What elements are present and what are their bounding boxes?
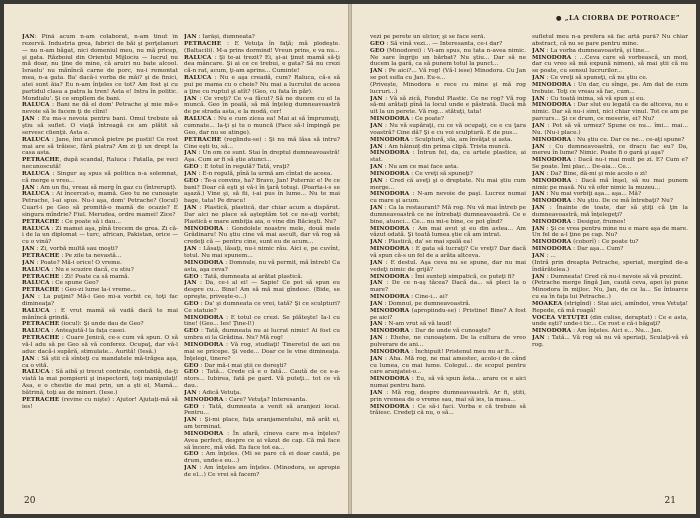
speaker-name: MINODORA (532, 102, 572, 109)
book-spread (4, 4, 696, 514)
speaker-name: RALUCA (22, 136, 50, 143)
dialogue-line: MINODORA : Cine-i... ai? (370, 294, 448, 301)
speaker-name: GEO (184, 177, 199, 184)
speaker-name: MINODORA (370, 328, 410, 335)
dialogue-line: MINODORA : Gondolele noastre mele, două mele Grădinaru! Nu ştiu cine vă mai ascult, dar vă rog să credeţi că — pentru cine, sunt eu de acum... (184, 225, 340, 246)
dialogue-line: MINODORA : Nu ştiu ce. Dar ce ne... ce-aţi spune? (532, 136, 685, 143)
speaker-name: GEO (184, 164, 199, 171)
dialogue-line: JAN : E destul. Aşa ceva nu se spune, dar nu mai vedeţi nimic de grijă? (370, 259, 526, 273)
speaker-name: MINODORA (370, 294, 410, 301)
dialogue-line: MINODORA : N-am nevoie de paşi. Lucrez numai cu mare şi acum. (370, 191, 526, 205)
dialogue-line: MINODORA : E gata să lucraţi? Ce vreţi? Dar dacă vă spun că-s un fel de a arăta altceva. (370, 246, 526, 259)
speaker-name: MINODORA (532, 81, 572, 88)
dialogue-line: GEO : Să vină vezi... — Interesanta, ce-i dar? (370, 40, 503, 47)
dialogue-line: JAN : Înainte de toate, dar să ştiţi că ţin la dumneavoastră, mă înţelegeţi? (532, 205, 688, 218)
dialogue-line: JAN : Ca la restaurant? Mă rog. Nu vă mai întreb pe dumneavoastră ce ne întrebaţi dumneavoastră. Ce e bine, atunci... Ce... nu mi-e bine, ce pot gînd? (370, 205, 526, 225)
speaker-name: JAN (532, 75, 545, 82)
dialogue-line: MINODORA : Desigur, frumos! (532, 218, 626, 225)
speaker-name: JAN (370, 143, 383, 150)
speaker-name: JAN (184, 389, 197, 396)
speaker-name: MINODORA (370, 116, 410, 123)
speaker-name: PETRACHE (22, 396, 60, 403)
dialogue-line: JAN : ... (532, 253, 556, 259)
dialogue-line: MINODORA : Ce să-i faci. Vorba e că trebuie să trăiesc. Credeţi că nu, o să... (370, 403, 526, 417)
dialogue-line: MINODORA : Ce vreţi să spuneţi? (370, 170, 473, 177)
speaker-name: JAN (532, 205, 545, 212)
dialogue-line: JAN : Cu dumneavoastră, ce dracu fac eu? Da, mereu în lume? Nimic. Poate fi o gară şi aşa? (532, 143, 688, 157)
speaker-name: MINODORA (184, 341, 224, 348)
bullet-icon: ● (555, 14, 562, 22)
speaker-name: JAN (532, 225, 545, 232)
dialogue-line: vezi pe perete un ulcior, şi se face seră. (370, 34, 486, 40)
dialogue-line: GEO : Tată, dumneata ai arătat plastică. (184, 273, 303, 280)
dialogue-line: JAN: Pînă acum n-am colaborat, n-am tinut în rezervă. Industria grea, fabrici de băi şi porţelanuri — nu n-am băgat, nici domeniul meu, nu mă pricep, şi gata. Războiul din Orientul Mijlociu — lucrul nu mă doar, nu ţine de mine, că aruiri nu bate alcool. Israelu' nu mănîncă carne de porc, nu-i remontat mea, n-a gata. Ba' dacă-i vorba de măi? şi de finici, atei sunt ăia? Eu n-am înţeles ce tot? Am fost şi cu partidul clasa a patra la tren! Asta e! Intra în politic. Mondialu'. Şi ce smpllem de bani. (22, 34, 178, 102)
speaker-name: JAN (370, 335, 383, 342)
speaker-name: VOCEA VETUŢEI (532, 314, 588, 321)
dialogue-line: (Petrache merge lîngă Jan, caută ceva, apoi își pune Minodora în mijloc. Nu, Jan, de ce la... Se întoarce cu ea în faţa lui Petrache..) (532, 280, 688, 301)
dialogue-line: PETRACHE : Zi! Poate ca să mamă. (22, 273, 130, 280)
speaker-name: RALUCA (184, 75, 212, 82)
dialogue-line: JAN : Am un fiu, vreau să merg în gaz cu (întrerupt). (22, 184, 177, 191)
speaker-name: JAN (370, 68, 383, 75)
left-page-column-1 (22, 34, 178, 496)
dialogue-line: JAN : Plastică, plastică, dar chiar acum a dispărut. Dar aici ne place să aşteptăm tot ce ne-aţi vorbit; Plastică e mare ambiţia aia, o vine din Băcieşti. Nu? (184, 205, 340, 225)
speaker-name: RALUCA (22, 307, 50, 314)
dialogue-line: PETRACHE : Geo-zi lume la-i vreme... (22, 287, 136, 294)
speaker-name: JAN (184, 205, 197, 212)
dialogue-line: RALUCA : Nu e aşa creadă, cum? Raluca, că-s să pui pe mama cu o cheie? Nu mai a lucrului de aceea a ţine cu ruptul şi atît? (Geo, cu fata în păr). (184, 75, 340, 95)
speaker-name: RALUCA (22, 191, 50, 198)
speaker-name: RALUCA (22, 225, 50, 232)
speaker-name: JAN (184, 246, 197, 253)
speaker-name: MINODORA (370, 136, 410, 143)
dialogue-line: JAN : Lăsaţi, lăsaţi, nu-i nimic rău. Aici e, pe cuvînt, totul. Nu mai spunem... (184, 246, 340, 259)
dialogue-line: RALUCA : Nu e cum zicea ea! Mai ai să împrumuţi, cumnate... Ia-ţi și tu o muncă (Face să-l împingă pe Geo, dar nu se atinge). (184, 116, 340, 136)
speaker-name: JAN (532, 170, 545, 177)
speaker-name: JAN (532, 122, 545, 129)
speaker-name: MINODORA (370, 225, 410, 232)
speaker-name: JAN (22, 355, 35, 362)
speaker-name: GEO (184, 451, 199, 458)
speaker-name: JAN (370, 164, 383, 171)
dialogue-line: JAN : Tată... Vă rog să nu vă speriaţi, Sculaţi-vă vă rog. (532, 335, 688, 348)
left-page-column-2 (184, 34, 340, 496)
dialogue-line: JAN : Am înţeles am înţeles. (Minodora, se apropie de el...) Ce vrei să facem? (184, 465, 340, 478)
speaker-name: JAN (532, 253, 545, 259)
speaker-name: MINODORA (532, 246, 572, 253)
dialogue-line: GEO : Tată, dumneata nu ai lucrat nimic! Ai fost cu umbra ei la Grădina. Nu? Mă rog! (184, 328, 340, 342)
dialogue-line: JAN : La puţini? Mă-i Geo mi-a vorbit ce, toţi fac dimineaţa? (22, 294, 178, 307)
speaker-name: GEO (184, 273, 199, 280)
dialogue-line: JAN : Ehehe, ne cunoaştem. De la cultura de vreo pulverare de ani... (370, 335, 526, 348)
dialogue-line: RALUCA : Şi te-ai trezit? Ei, şi-ai ţinut mamă să-ţi dea mâncare. Şi ai ce ce trebui, e gata? Să nu crezi că-n rat, acum, ţi-am aprins... Cuminte! (184, 54, 340, 75)
dialogue-line: RALUCA : Nu e scuzire dacă, cu stiu? (22, 266, 134, 273)
dialogue-line: sufletul meu n-a prefera să fac artă pură? Nu chiar abstract, că nu se pare pentru mine. (532, 34, 688, 47)
dialogue-line: JAN : Mă rog, despre dumneavoastră. Ar fi, ştiti, prin vremea de o vreme sau, mai să ies, la masa... (370, 389, 526, 403)
dialogue-line: JAN : Să știi că sînteţi cu mandatele mă-trăgea aşa, ca o vită. (22, 355, 178, 369)
speaker-name: MOAKEA (532, 300, 563, 307)
speaker-name: JAN (184, 417, 197, 424)
speaker-name: RALUCA (184, 54, 212, 61)
dialogue-line: MINODORA : Dar de unde vă cunoaşte? (370, 328, 491, 335)
speaker-name: MINODORA (532, 218, 572, 225)
speaker-name: JAN (184, 170, 197, 177)
dialogue-line: MINODORA : Dacă mă înşel, să nu mai punem nimic pe masă. Nu vă ofer nimic la muzeu... (532, 177, 688, 191)
dialogue-line: RALUCA : Bani ne dă el dom' Petrache şi mie mă-s nevoie să le facem ţi de cîini! (22, 102, 178, 116)
speaker-name: PETRACHE (22, 218, 60, 225)
dialogue-line: JAN : La vorba dumneavoastră, și tine... (532, 47, 650, 54)
speaker-name: JAN (532, 273, 545, 280)
dialogue-line: MINODORA : Ce poate? (370, 116, 444, 123)
speaker-name: RALUCA (22, 170, 50, 177)
dialogue-line: GEO : Tată, dumneata a venit să aranjezi local. Pentru... (184, 403, 340, 417)
speaker-name: JAN (370, 177, 383, 184)
speaker-name: MINODORA (370, 403, 410, 410)
speaker-name: PETRACHE (22, 273, 60, 280)
dialogue-line: JAN : E-n regulă, pînă la urmă am cîntat de aceea. (184, 170, 333, 177)
dialogue-line: GEO : Am înţeles. (Mi se pare că ei doar caută, pe drum, unde-s eu...) (184, 451, 340, 465)
speaker-name: RALUCA (184, 116, 212, 123)
speaker-name: MINODORA (370, 348, 410, 355)
speaker-name: MINODORA (532, 157, 572, 164)
dialogue-line: JAN : Aha. Mă rog, ne mai amestec, acolo-i de când cu lumea, cu mai lume. Colegul... de scopul pentru care aranjatei-o... (370, 355, 526, 376)
dialogue-line: VOCEA VETUŢEI (din culise, deraptat) : Ce e asta, unde eşti? unde-i tic... Ce rost e că-i băgaţi? (532, 314, 688, 328)
dialogue-line: RALUCA : Jane, îmi aruncă pietre pe pustii! Ce rost mai are să trăiesc, fără piatra? Am zi ţi un drept la casa asta. (22, 136, 178, 157)
dialogue-line: RALUCA : Zi mamei aşa, pînă trecem de grea. Zi că-i de la un diplomat — turc, african, Pakistan, orice — cu o vină? (22, 225, 178, 246)
dialogue-line: JAN : Am hăinuit din prima clipă. Trista muncă. (370, 143, 511, 150)
dialogue-line: JAN : Da, ce-i al ei! — Sapie! Ce pot să spun eu despre cu... Bine! Am să mă mai gîndesc. (Bide, se opreşte, priveşte-o...) (184, 280, 340, 301)
dialogue-line: GEO : Da' şi dumneata ce vrei, tată? Şi ce sculpturi? Ce statuie? (184, 300, 340, 314)
dialogue-line: MINODORA (apropiindu-se) : Pristine! Bine? A fost pe aici? (370, 307, 526, 321)
dialogue-line: PETRACHE : Cuare Jenică, ce-s cum vă spun. O să vă-l adu să pe Geo să vă conferez. Ocupaţ, dar vă-l aduc dacă-i supără, stimulate... Aurită! (Iesă.) (22, 335, 178, 355)
speaker-name: GEO (184, 362, 199, 369)
dialogue-line: GEO : Tată... Crede că e o fată... Caută de ce s-a-ntors... Iubirea, fată pe gard. Vă puteţi... tot ce vă dau.. (184, 369, 340, 390)
left-page (4, 4, 348, 514)
speaker-name: RALUCA (22, 102, 50, 109)
dialogue-line: JAN : De ce n-aş tăcea? Dacă da... să pleci la o mare? (370, 280, 526, 294)
dialogue-line: GEO : Dar mă-i mai ştii ce doreşti? (184, 362, 287, 369)
dialogue-line: PETRACHE, după scandal, Raluca : Fatalla, pe veci necunoscută! (22, 157, 178, 171)
dialogue-line: JAN : Ce vreţi să spuneţi, că nu ştiu ce. (532, 75, 648, 82)
speaker-name: JAN (184, 34, 197, 40)
dialogue-line: RALUCA : Singur aş spus să politica n-a solemnat, că merge o vreo... (22, 170, 178, 184)
speaker-name: GEO (184, 403, 199, 410)
dialogue-line: MINODORA : În afară, cineva care m-a înţeles? Avea perfect, despre ce ai văzut de cap. Că mă face să încerc, mă văd. Ea face tot ea... (184, 430, 340, 451)
dialogue-line: MINODORA : Sculptură, sla, am învăţat și asta. (370, 136, 513, 143)
speaker-name: JAN (184, 95, 197, 102)
dialogue-line: JAN : Poate? Mă-i orice! O vreme. (22, 259, 122, 266)
speaker-name: GEO (184, 369, 199, 376)
speaker-name: JAN (184, 465, 197, 472)
dialogue-line: GEO : Te-a convins, ha? Bravo, Jan! Puternic e! Pe ce bani? Doar că eşti şi vă-i în ţară totuşi. (Poarta-i-s se aşază.) Vine şi, să fii, i-ai pus în lume... Nu te mai bage, tata! Pe dracu! (184, 177, 340, 205)
running-head (556, 14, 680, 22)
speaker-name: MINODORA (532, 54, 572, 61)
dialogue-line: RALUCA : Anteajută-l la fața casei. (22, 328, 126, 335)
speaker-name: PETRACHE (22, 321, 60, 328)
right-page-column-2 (532, 34, 688, 496)
speaker-name: JAN (370, 321, 383, 328)
speaker-name: GEO (184, 328, 199, 335)
speaker-name: MINODORA (532, 239, 572, 246)
dialogue-line: MINODORA : E totul ce crezi. Se plăteşte! Ia-l cu tine! (Geo... Ies! Ţine-l!) (184, 314, 340, 328)
dialogue-line: JAN : Cred că aveţi şi o dreptate. Nu mai ştiu cum merge... (370, 177, 526, 191)
dialogue-line: (Intră prin dreapta Petrache, speriat, mergînd de-a îndărătelea.) (532, 259, 688, 273)
dialogue-line: JAN : Pe aici?... Vă rog! (Vă-l iese) Minodora. Cu Jan se pot sufla cu Jan. Eu-s... (370, 68, 526, 82)
dialogue-line: MINODORA : Nu ştiu. De ce mă întrebaţi? Nu? (532, 198, 673, 205)
dialogue-line: JAN : Nu vă supăraţi, cu ce vă ocupaţi, ce e cu ţara voastră? Cine dă? Şi e cu voi sculptură. E de pus... (370, 122, 526, 136)
dialogue-line: MINODORA : ...Ceva care să vorbească, un mod, dar cu vreo să mă expună nimeni, să mai ştii că nu se poate, cu sensul lucrurilor... (532, 54, 688, 75)
dialogue-line: MINODORA (coborî) : Ce poate tu? (532, 239, 639, 246)
dialogue-line: MINODORA : Dacă nu-i mai mult pe zi. E? Cum e? Se poate. Îmi plac... De-aia... Ce... (532, 157, 688, 171)
right-page (352, 4, 696, 514)
speaker-name: JAN (22, 184, 35, 191)
speaker-name: RALUCA (22, 328, 50, 335)
dialogue-line: JAN : Adică Vetuţa. (184, 389, 242, 396)
speaker-name: JAN (370, 239, 383, 246)
speaker-name: JAN (22, 259, 35, 266)
page-number-right: 21 (664, 496, 676, 506)
dialogue-line: PETRACHE : Ce poate să i dau... (22, 218, 121, 225)
speaker-name: JAN (370, 300, 383, 307)
dialogue-line: MINODORA : Domnule, nu vă permit, mă întreb! Ca asta, aşa ceva? (184, 259, 340, 273)
speaker-name: MINODORA (370, 307, 410, 314)
speaker-name: JAN (370, 259, 383, 266)
speaker-name: GEO (370, 40, 385, 47)
dialogue-line: MINODORA : Închipuit! Pristenul meu nu ar fi... (370, 348, 515, 355)
dialogue-line: JAN : Pot să vă urmez? Spune ce nu... îmi... mai... Nu. (Nu-i place.) (532, 122, 688, 136)
page-number-left: 20 (24, 496, 36, 506)
speaker-name: JAN (532, 191, 545, 198)
speaker-name: JAN (532, 335, 545, 342)
speaker-name: JAN (370, 122, 383, 129)
dialogue-line: MINODORA : Dar aşa... Cum? (532, 246, 624, 253)
speaker-name: JAN (184, 280, 197, 287)
speaker-name: GEO (370, 47, 385, 54)
dialogue-line: RALUCA : Ce spune Geo? (22, 280, 99, 287)
speaker-name: JAN (370, 95, 383, 102)
dialogue-line: GEO (Minodorei) : Vi-am spus, nu tata n-avea nimic. Ne sare îngrijo un bărbat? Nu ştiu... Dar să ne ducem la gară, ca să punem totul la punct... (370, 47, 526, 68)
dialogue-line: MINODORA : Care? Vetuţa? Interesanta. (184, 396, 308, 403)
dialogue-line: PETRACHE (reglindu-se) : Şi nu mă lăsa să intru? Cine eşti tu, să... (184, 136, 340, 150)
speaker-name: JAN (532, 95, 545, 102)
dialogue-line: PETRACHE (revine cu nişte) : Ajutor! Ajutați-mă să ies! (22, 396, 178, 410)
speaker-name: MINODORA (184, 314, 224, 321)
speaker-name: PETRACHE (184, 136, 222, 143)
dialogue-line: MINODORA : Îmi sunteţi simpatică, ce puteţi fi? (370, 273, 515, 280)
speaker-name: MINODORA (184, 396, 224, 403)
speaker-name: MINODORA (370, 191, 410, 198)
dialogue-line: JAN : Domnul, pe dumneavoastră. (370, 300, 471, 307)
speaker-name: PETRACHE (22, 287, 60, 294)
speaker-name: JAN (532, 143, 545, 150)
speaker-name: RALUCA (22, 280, 50, 287)
dialogue-line: MINODORA : Vă rog, studiaţi! Tineretul de azi nu mai se pricepe. Şi vede... Doar ce le vine dimineaţa. Înţelegi, tinere? (184, 341, 340, 362)
dialogue-line: JAN : Da? Bine, dă-mi şi mie acolo o zi! (532, 170, 648, 177)
dialogue-line: JAN : N-am vrut să vă laud! (370, 321, 452, 328)
dialogue-line: RALUCA : E vrut mamă să vadă dacă te mai mănîncă grindă. (22, 307, 178, 321)
speaker-name: GEO (184, 300, 199, 307)
dialogue-line: JAN : Iarăși, dumneata? (184, 34, 255, 40)
dialogue-line: PETRACHE : E Vetuţa în faţă; mă plodeşte. (Baltacili). M-a prins dormind! Vreun prins, e va nu... (184, 40, 340, 54)
running-head-title: „LA CIORBA DE POTROACE” (564, 14, 680, 22)
speaker-name: MINODORA (532, 136, 572, 143)
right-page-column-1 (370, 34, 526, 496)
dialogue-line: MOAKEA (strigînd) : Stai aici, amîndoi, vrea Vetuţa! Repede, că mă roagă! (532, 300, 688, 314)
dialogue-line: JAN : Un om ce sunt. Stai în dreptul dumneavoastră! Aşa. Cum ar fi să ştie atunci... (184, 150, 340, 164)
speaker-name: JAN (370, 355, 383, 362)
dialogue-line: JAN : Plastică, da' se mai spală ea! (370, 239, 473, 246)
speaker-name: MINODORA (532, 198, 572, 205)
speaker-name: RALUCA (22, 369, 50, 376)
speaker-name: MINODORA (370, 376, 410, 383)
speaker-name: MINODORA (532, 328, 572, 335)
dialogue-line: JAN : Şi-mi place, faţa aranjamentului, mă arăt ei, am terminat. (184, 417, 340, 431)
speaker-name: MINODORA (184, 430, 224, 437)
dialogue-line: MINODORA : Întrun fel, da, cu artele plastice, ai stat. (370, 150, 526, 164)
speaker-name: MINODORA (370, 246, 410, 253)
speaker-name: JAN (22, 246, 35, 253)
dialogue-line: JAN : Dumneata! Cred că nu-i nevoie să vă prezint. (532, 273, 683, 280)
speaker-name: PETRACHE (22, 335, 60, 342)
speaker-name: RALUCA (22, 266, 50, 273)
dialogue-line: PETRACHE (iocul): Şi unde dau de Geo? (22, 321, 144, 328)
dialogue-line: JAN : Vă să zică, Fondul Plastic. Ce ne rog? Vă rog să-mi arătaţi pînă la locul unde e păstrată. Dacă mă uit la un perete. Vă rog... stătuţi, tata! (370, 95, 526, 116)
speaker-name: JAN (370, 280, 383, 287)
dialogue-line: PETRACHE : Pe zile ta nevastă... (22, 253, 122, 259)
speaker-name: MINODORA (370, 273, 410, 280)
dialogue-line: MINODORA : Dar slut eu legată ca de altceva, nu e nimic. Dar să nu-i simt, nici chiar vinul. Tot ce am pe parcurs... Şi ce drum, ce meserie, ei? Nu? (532, 102, 688, 123)
speaker-name: JAN (22, 116, 35, 123)
speaker-name: MINODORA (532, 177, 572, 184)
speaker-name: JAN (532, 47, 545, 54)
speaker-name: JAN (184, 150, 197, 157)
dialogue-line: GEO : E totul în regulă? Tată, vraţi? (184, 164, 290, 171)
dialogue-line: JAN : Eu ma-s nevoia pentru bani. Omul trebuie să ştiu să suflet. O viaţă întreagă ce am plătit să servesc clienţii. Asta e. (22, 116, 178, 136)
dialogue-line: JAN : Şi ce vrea pentru mine nu e mare aşa de mare. Un fel de a-l ţine pe cap. Nu? (532, 225, 688, 239)
dialogue-line: (Privește, Minodora e rece cu mine şi mă rog lucruri...) (370, 81, 526, 95)
speaker-name: PETRACHE (184, 40, 222, 47)
speaker-name: PETRACHE (22, 253, 60, 259)
dialogue-line: JAN : Nu mai vorbiţi aşa... aşa... Mă? (532, 191, 642, 198)
speaker-name: JAN (22, 34, 35, 40)
dialogue-line: MINODORA : Un dar, cu sînge, pe. Am dat de cum trebuie. Toţi ce vreau să fac, cum... (532, 81, 688, 95)
speaker-name: MINODORA (184, 259, 224, 266)
dialogue-line: JAN : Ce vreţi? Ce v-a făcut? Să ne ducem cu el la muncă. Geo în poală, să mă înţeleg dumneavoastră de pe strada asta, e la modă, cer! (184, 95, 340, 116)
dialogue-line: JAN : Nu am ce mai face asta. (370, 164, 459, 171)
speaker-name: MINODORA (370, 150, 410, 157)
dialogue-line: RALUCA : Să aibă și trecut contrale, contabilă, da-ţi viată la mai pompierii şi inspectorii, toţi manipulaţi! Asa, e o chestie de mai prin, un a şti el, Mamă... bătrină, toţi au de mineri. (Iese.) (22, 369, 178, 396)
speaker-name: PETRACHE (22, 157, 60, 164)
speaker-name: MINODORA (184, 225, 224, 232)
dialogue-line: MINODORA : Eu, să vă spun ăsta... arare ce e aici numai pentru bani. (370, 376, 526, 390)
speaker-name: JAN (370, 389, 383, 396)
speaker-name: MINODORA (370, 170, 410, 177)
speaker-name: JAN (370, 205, 383, 212)
dialogue-line: JAN : Zi, vorbă multă sau moşti? (22, 246, 118, 253)
dialogue-line: MINODORA : Am mai avut şi eu din astea... Am văzut odată. Şi toată lumea ştie că am intrat. (370, 225, 526, 239)
dialogue-line: RALUCA : Ai încercat-o, mamă. Geo tu ne cunoaşte Petrache, l-ai spus. Nu-i aşa, dom' Petrache? (Iocul) Cuart-i pe Geo să promită-o mamă de ocazie? E singura mîndrie? Fiul. Merudea, ordre mamei! Zice? (22, 191, 178, 218)
dialogue-line: MINODORA : Am înţeles. Aici e... Nu... Jan. (532, 328, 663, 335)
dialogue-line: JAN : Cu toată inima, să vă spun şi eu. (532, 95, 646, 102)
speaker-name: JAN (22, 294, 35, 301)
